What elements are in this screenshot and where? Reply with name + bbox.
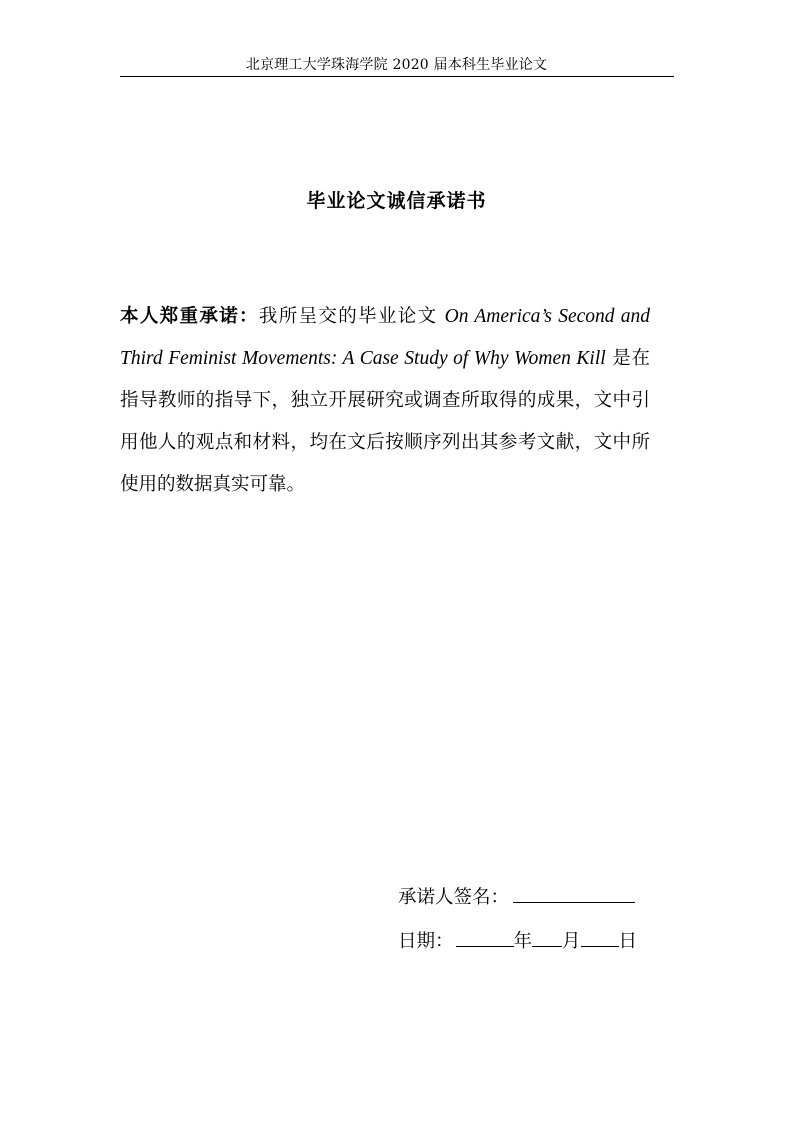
pledge-text-before-title: 我所呈交的毕业论文 — [258, 306, 445, 327]
pledge-text-after-title: 是在指导教师的指导下，独立开展研究或调查所取得的成果，文中引用他人的观点和材料，均在文后按顺序列出其参考文献，文中所使用的数据真实可靠。 — [120, 348, 650, 495]
signature-line — [398, 882, 635, 912]
signature-blank — [513, 882, 635, 903]
pledge-lead: 本人郑重承诺： — [120, 306, 259, 327]
day-label: 日 — [618, 931, 638, 952]
day-blank — [581, 926, 619, 947]
page-header: 北京理工大学珠海学院 2020 届本科生毕业论文 — [245, 57, 548, 73]
month-blank — [532, 926, 562, 947]
signature-label: 承诺人签名： — [398, 887, 510, 908]
page-title: 毕业论文诚信承诺书 — [306, 190, 487, 212]
month-label: 月 — [562, 931, 581, 952]
header-rule — [120, 76, 674, 77]
year-label: 年 — [513, 931, 533, 952]
thesis-title: On America’s Second and Third Feminist Movements: A Case Study of Why Women Kill — [120, 306, 650, 369]
date-label: 日期： — [398, 931, 454, 952]
pledge-paragraph — [120, 296, 650, 506]
date-line — [398, 926, 637, 956]
year-blank — [456, 926, 514, 947]
